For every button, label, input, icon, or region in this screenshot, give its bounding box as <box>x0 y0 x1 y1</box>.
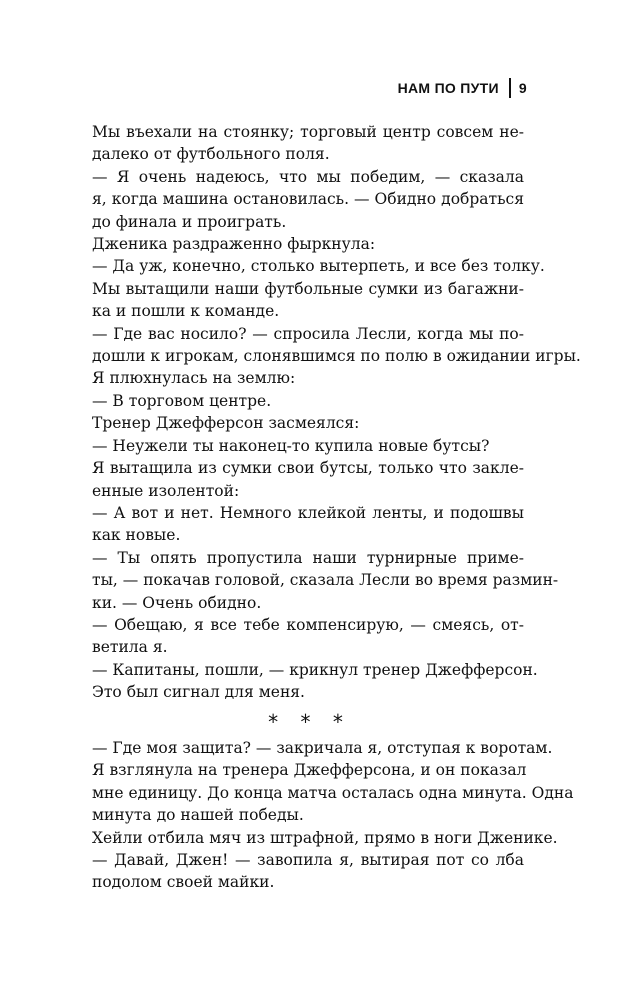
text-line: ка и пошли к команде. <box>92 302 280 321</box>
text-line: — Обещаю, я все тебе компенсирую, — смеясь, от- <box>92 615 524 634</box>
text-line: далеко от футбольного поля. <box>92 145 330 164</box>
page-number: 9 <box>518 80 527 96</box>
text-line: до финала и проиграть. <box>92 212 287 231</box>
text-line: я, когда машина остановилась. — Обидно добраться <box>92 190 524 209</box>
text-line: — Ты опять пропустила наши турнирные приме- <box>92 548 524 567</box>
text-line: Мы въехали на стоянку; торговый центр совсем не- <box>92 123 524 141</box>
text-line: Это был сигнал для меня. <box>92 683 305 702</box>
text-line: мне единицу. До конца матча осталась одна минута. Одна <box>92 783 574 802</box>
text-line: минута до нашей победы. <box>92 806 304 825</box>
text-line: — Где моя защита? — закричала я, отступая к воротам. <box>92 739 553 757</box>
text-line: — Да уж, конечно, столько вытерпеть, и все без толку. <box>92 257 545 276</box>
text-line: Тренер Джефферсон засмеялся: <box>92 414 360 433</box>
text-line: — Неужели ты наконец-то купила новые бутсы? <box>92 436 490 455</box>
text-line: Я взглянула на тренера Джефферсона, и он показал <box>92 761 527 780</box>
text-line: Я плюхнулась на землю: <box>92 369 296 388</box>
text-line: — Капитаны, пошли, — крикнул тренер Джефферсон. <box>92 660 538 679</box>
header-title: НАМ ПО ПУТИ <box>397 80 499 96</box>
section-separator: * * * <box>268 710 351 734</box>
text-line: ветила я. <box>92 638 168 657</box>
text-line: — В торговом центре. <box>92 391 272 410</box>
text-line: Мы вытащили наши футбольные сумки из багажни- <box>92 279 524 298</box>
text-line: Я вытащила из сумки свои бутсы, только что закле- <box>92 459 524 478</box>
text-line: — Я очень надеюсь, что мы победим, — сказала <box>92 167 524 186</box>
text-line: подолом своей майки. <box>92 873 275 892</box>
text-line: как новые. <box>92 526 181 545</box>
text-line: — А вот и нет. Немного клейкой ленты, и подошвы <box>92 503 524 522</box>
text-line: дошли к игрокам, слонявшимся по полю в ожидании игры. <box>92 347 581 366</box>
body-text-block-2 <box>92 737 574 894</box>
text-line: — Где вас носило? — спросила Лесли, когда мы по- <box>92 324 524 343</box>
text-line: — Давай, Джен! — завопила я, вытирая пот со лба <box>92 851 524 870</box>
text-line: енные изолентой: <box>92 481 240 500</box>
text-line: ки. — Очень обидно. <box>92 593 262 612</box>
text-line: Хейли отбила мяч из штрафной, прямо в ноги Дженике. <box>92 828 558 847</box>
header-divider <box>509 78 511 98</box>
text-line: ты, — покачав головой, сказала Лесли во время размин- <box>92 571 559 590</box>
text-line: Дженика раздраженно фыркнула: <box>92 235 376 254</box>
body-text-block-1 <box>92 121 581 704</box>
running-header <box>398 78 527 98</box>
